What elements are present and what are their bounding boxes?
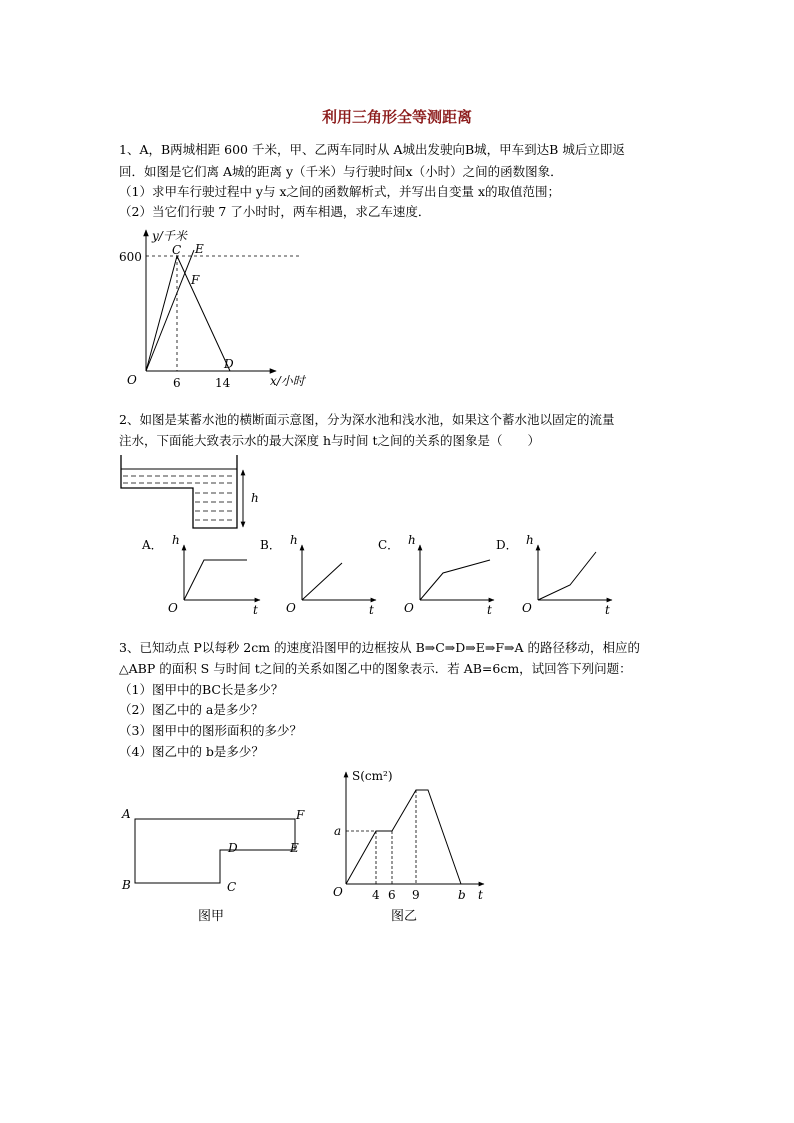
q2-option-b[interactable] bbox=[260, 533, 376, 617]
q3-line-4: （2）图乙中的 a是多少？ bbox=[119, 702, 264, 717]
q3-fig-yi-tick-a: a bbox=[334, 824, 342, 838]
q2-option-a[interactable] bbox=[141, 533, 260, 617]
q2-option-b-h: h bbox=[290, 533, 298, 547]
q2-option-d-o: O bbox=[522, 601, 532, 615]
q1-point-c: C bbox=[172, 243, 182, 257]
q2-option-b-curve bbox=[302, 563, 342, 600]
q3-fig-jia-d: D bbox=[228, 841, 238, 855]
q3-fig-jia bbox=[115, 800, 315, 930]
q3-line-5: （3）图甲中的图形面积的多少？ bbox=[119, 723, 302, 738]
q2-option-c-t: t bbox=[487, 603, 492, 617]
q2-option-d-t: t bbox=[605, 603, 610, 617]
q3-fig-yi-tick-b: b bbox=[458, 888, 466, 902]
q2-option-d-label: D． bbox=[496, 538, 518, 552]
q2-option-b-t: t bbox=[369, 603, 374, 617]
q3-line-2: △ABP 的面积 S 与时间 t之间的关系如图乙中的图象表示．若 AB=6cm，试回答下列问题： bbox=[119, 661, 632, 676]
q2-option-b-o: O bbox=[286, 601, 296, 615]
q3-fig-yi-origin: O bbox=[333, 885, 343, 899]
q2-option-b-label: B． bbox=[260, 538, 281, 552]
q1-line-jia bbox=[146, 256, 230, 371]
q2-option-c-curve bbox=[420, 560, 490, 600]
q1-x-label: x/小时 bbox=[270, 374, 305, 388]
q2-option-c-o: O bbox=[404, 601, 414, 615]
q1-tick-14: 14 bbox=[215, 376, 231, 390]
q2-option-d[interactable] bbox=[496, 533, 612, 617]
q3-line-3: （1）图甲中的BC长是多少？ bbox=[119, 682, 284, 697]
q2-option-a-h: h bbox=[172, 533, 180, 547]
q2-option-a-o: O bbox=[168, 601, 178, 615]
q1-line-2: 回．如图是它们离 A城的距离 y（千米）与行驶时间x（小时）之间的函数图象． bbox=[119, 164, 563, 179]
q2-line-2: 注水，下面能大致表示水的最大深度 h与时间 t之间的关系的图象是（ ） bbox=[119, 433, 541, 448]
q1-point-f: F bbox=[191, 273, 200, 287]
q3-fig-jia-a: A bbox=[122, 807, 131, 821]
q3-fig-yi-curve bbox=[346, 790, 461, 884]
q1-line-3: （1）求甲车行驶过程中 y与 x之间的函数解析式，并写出自变量 x的取值范围； bbox=[119, 184, 561, 199]
q3-fig-jia-caption: 图甲 bbox=[198, 909, 225, 924]
q2-option-a-t: t bbox=[253, 603, 258, 617]
q3-fig-jia-c: C bbox=[227, 880, 237, 894]
q2-option-c-h: h bbox=[408, 533, 416, 547]
q3-line-1: 3、已知动点 P以每秒 2cm 的速度沿图甲的边框按从 B⇒C⇒D⇒E⇒F⇒A 的路径移动，相应的 bbox=[119, 640, 641, 655]
q3-fig-yi bbox=[330, 760, 500, 930]
q3-fig-jia-e: E bbox=[290, 841, 299, 855]
q2-depth-label: h bbox=[251, 491, 259, 505]
q3-fig-yi-caption: 图乙 bbox=[391, 909, 418, 924]
q1-point-e: E bbox=[195, 242, 204, 256]
q3-fig-jia-shape bbox=[135, 819, 295, 883]
q2-option-a-label: A． bbox=[142, 538, 163, 552]
q2-options bbox=[140, 530, 620, 620]
q1-point-d: D bbox=[224, 357, 234, 371]
q1-y-label: y/千米 bbox=[152, 229, 187, 243]
q3-fig-yi-x-label: t bbox=[478, 888, 483, 902]
q2-option-d-curve bbox=[538, 552, 596, 600]
q1-line-yi bbox=[146, 250, 194, 371]
q3-fig-yi-y-label: S(cm²) bbox=[352, 769, 393, 783]
q3-line-6: （4）图乙中的 b是多少？ bbox=[119, 744, 264, 759]
page-title: 利用三角形全等测距离 bbox=[321, 108, 472, 126]
q2-option-d-h: h bbox=[526, 533, 534, 547]
q2-option-c[interactable] bbox=[378, 533, 494, 617]
q1-graph bbox=[110, 224, 330, 394]
q1-tick-600: 600 bbox=[119, 250, 142, 264]
q1-tick-6: 6 bbox=[173, 376, 181, 390]
q2-reservoir-outline bbox=[121, 455, 237, 528]
q3-fig-jia-b: B bbox=[122, 878, 131, 892]
q3-fig-jia-f: F bbox=[296, 808, 305, 822]
q2-reservoir-diagram bbox=[110, 450, 270, 535]
q2-option-c-label: C． bbox=[378, 538, 400, 552]
q3-fig-yi-tick-6: 6 bbox=[388, 888, 396, 902]
q1-line-4: （2）当它们行驶 7 了小时时，两车相遇，求乙车速度． bbox=[119, 204, 431, 219]
q1-line-1: 1、A，B两城相距 600 千米，甲、乙两车同时从 A城出发驶向B城，甲车到达B 城后立即返 bbox=[119, 142, 625, 157]
q3-fig-yi-tick-4: 4 bbox=[372, 888, 380, 902]
q2-line-1: 2、如图是某蓄水池的横断面示意图，分为深水池和浅水池，如果这个蓄水池以固定的流量 bbox=[119, 412, 615, 427]
q2-option-a-curve bbox=[184, 560, 247, 600]
q3-fig-yi-tick-9: 9 bbox=[412, 888, 420, 902]
q1-origin: O bbox=[127, 373, 137, 387]
